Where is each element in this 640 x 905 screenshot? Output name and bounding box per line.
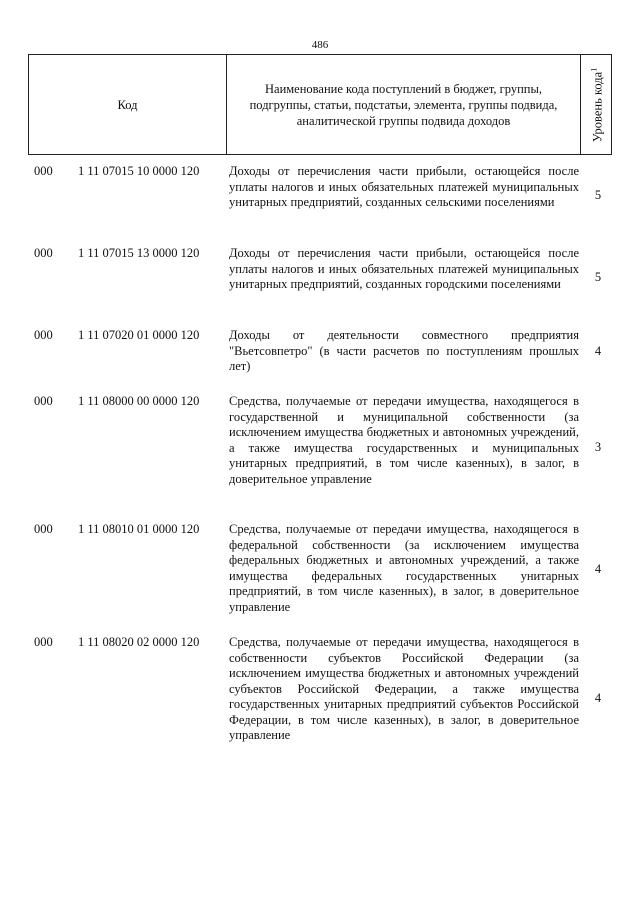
row-income-code: 1 11 08010 01 0000 120 [78,522,200,536]
row-level: 5 [594,270,602,284]
footnote-marker: 1 [589,67,599,72]
header-code: Код [29,55,227,154]
row-description: Доходы от перечисления части прибыли, остающейся после уплаты налогов и иных обязательных платежей муниципальных унитарных предприятий, созданных сельскими поселениями [229,164,579,209]
row-income-code: 1 11 08000 00 0000 120 [78,394,200,408]
row-admin-code: 000 [34,635,53,649]
row-income-code: 1 11 07015 10 0000 120 [78,164,200,178]
row-description: Средства, получаемые от передачи имущества, находящегося в государственной и муниципальной собственности (за исключением имущества бюджетных и автономных учреждений, а также имущества государственных и муниципальных унитарных предприятий, в том числе казенных), в залог, в доверительное управление [229,394,579,486]
table-row [28,328,612,375]
row-income-code: 1 11 07015 13 0000 120 [78,246,200,260]
row-admin-code: 000 [34,522,53,536]
row-admin-code: 000 [34,394,53,408]
header-level-text: Уровень кода [590,71,605,142]
row-level: 4 [594,691,602,705]
row-level: 4 [594,562,602,576]
row-income-code: 1 11 07020 01 0000 120 [78,328,200,342]
row-admin-code: 000 [34,164,53,178]
row-admin-code: 000 [34,246,53,260]
row-level: 4 [594,344,602,358]
row-level: 3 [594,440,602,454]
row-admin-code: 000 [34,328,53,342]
table-row [28,164,612,226]
table-row [28,522,612,616]
row-level: 5 [594,188,602,202]
row-description: Средства, получаемые от передачи имущества, находящегося в федеральной собственности (за исключением имущества федеральных бюджетных и автономных учреждений, а также имущества федеральных государственных унитарных предприятий, в том числе казенных), в залог, в доверительное управление [229,522,579,614]
row-description: Доходы от деятельности совместного предприятия "Вьетсовпетро" (в части расчетов по поступлениям прошлых лет) [229,328,579,373]
header-level [581,55,611,154]
table-row [28,635,612,760]
header-name: Наименование кода поступлений в бюджет, группы, подгруппы, статьи, подстатьи, элемента, группы подвида, аналитической группы подвида доходов [227,55,581,154]
row-description: Доходы от перечисления части прибыли, остающейся после уплаты налогов и иных обязательных платежей муниципальных унитарных предприятий, созданных городскими поселениями [229,246,579,291]
table-row [28,394,612,503]
row-description: Средства, получаемые от передачи имущества, находящегося в собственности субъектов Российской Федерации (за исключением имущества бюджетных и автономных учреждений субъектов Российской Федерации, а также имущества государственных унитарных предприятий субъектов Российской Федерации, в том числе казенных), в залог, в доверительное управление [229,635,579,742]
header-level-label [586,67,605,141]
row-income-code: 1 11 08020 02 0000 120 [78,635,200,649]
table-header [28,54,612,155]
table-row [28,246,612,308]
page-number: 486 [311,39,329,51]
